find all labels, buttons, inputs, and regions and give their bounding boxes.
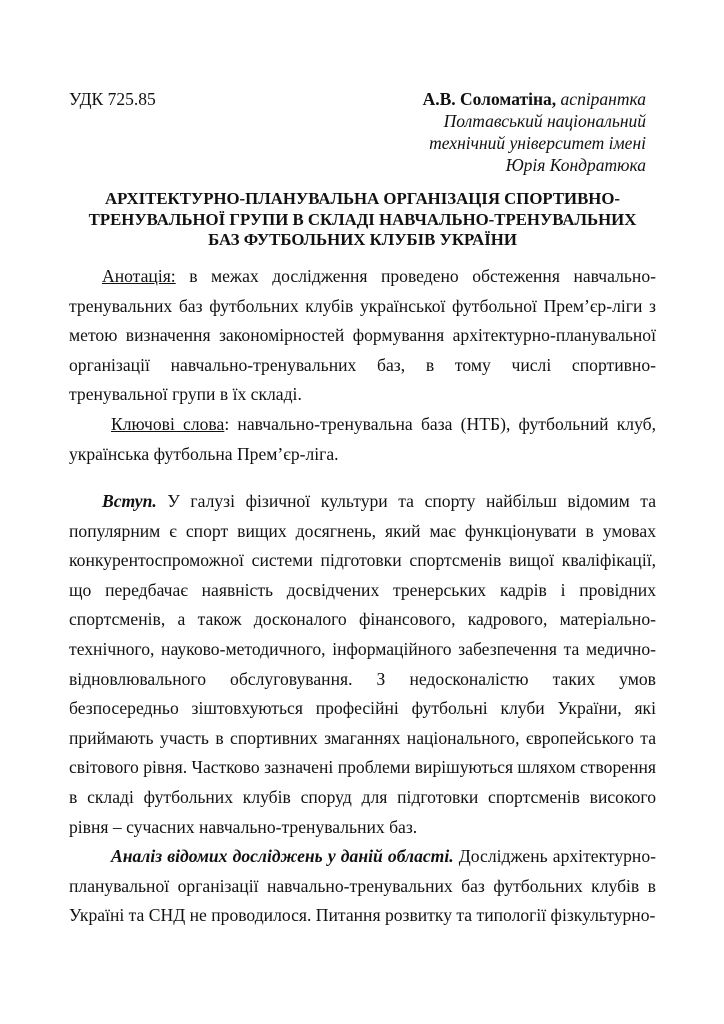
- author-role: аспірантка: [556, 89, 646, 109]
- introduction-paragraph: [69, 487, 656, 842]
- affiliation-line: технічний університет імені: [429, 133, 646, 153]
- abstract-text: в межах дослідження проведено обстеження навчально-тренувальних баз футбольних клубів української футбольної Прем’єр-ліги з метою визначення закономірностей формування архітектурно-планувальної організації навчально-тренувальних баз, в тому числі спортивно-тренувальної групи в їх складі.: [69, 266, 656, 405]
- abstract-section: [69, 262, 656, 469]
- author-name: А.В. Соломатіна,: [422, 89, 557, 109]
- keywords-text: : навчально-тренувальна база (НТБ), футбольний клуб, українська футбольна Прем’єр-ліга.: [69, 413, 656, 464]
- title-line: АРХІТЕКТУРНО-ПЛАНУВАЛЬНА ОРГАНІЗАЦІЯ СПОРТИВНО-: [105, 189, 620, 208]
- introduction-text: У галузі фізичної культури та спорту найбільш відомим та популярним є спорт вищих досягнень, який має функціонувати в умовах конкурентоспроможної системи підготовки спортсменів вищої кваліфікації, що передбачає наявність досвідчених тренерських кадрів і провідних спортсменів, а також досконалого фінансового, кадрового, матеріально-технічного, науково-методичного, інформаційного забезпечення та медично-відновлювального обслуговування. З недосконалістю таких умов безпосередньо зіштовхуються професійні футбольні клуби України, які приймають участь в спортивних змаганнях національного, європейського та світового рівня. Частково зазначені проблеми вирішуються шляхом створення в складі футбольних клубів споруд для підготовки спортсменів високого рівня – сучасних навчально-тренувальних баз.: [69, 491, 656, 837]
- analysis-label: Аналіз відомих досліджень у даній області.: [111, 846, 454, 866]
- affiliation-line: Полтавський національний: [443, 111, 646, 131]
- article-title: [69, 189, 656, 251]
- abstract-paragraph: [69, 262, 656, 410]
- analysis-text: Досліджень архітектурно-планувальної організації навчально-тренувальних баз футбольних клубів в Україні та СНД не проводилося. Питання розвитку та типології фізкультурно-: [69, 846, 656, 926]
- affiliation: [423, 110, 646, 176]
- article-header: [69, 88, 656, 178]
- keywords-paragraph: [69, 410, 656, 469]
- abstract-label: Анотація:: [102, 266, 176, 286]
- udk-code: УДК 725.85: [69, 89, 156, 109]
- analysis-paragraph: [69, 842, 656, 931]
- affiliation-line: Юрія Кондратюка: [505, 155, 646, 175]
- introduction-section: [69, 487, 656, 842]
- analysis-section: [69, 842, 656, 931]
- introduction-label: Вступ.: [102, 491, 157, 511]
- keywords-label: Ключові слова: [111, 413, 225, 434]
- author-block: [423, 88, 646, 176]
- title-line: ТРЕНУВАЛЬНОЇ ГРУПИ В СКЛАДІ НАВЧАЛЬНО-ТРЕНУВАЛЬНИХ: [88, 209, 637, 229]
- title-line: БАЗ ФУТБОЛЬНИХ КЛУБІВ УКРАЇНИ: [208, 230, 517, 249]
